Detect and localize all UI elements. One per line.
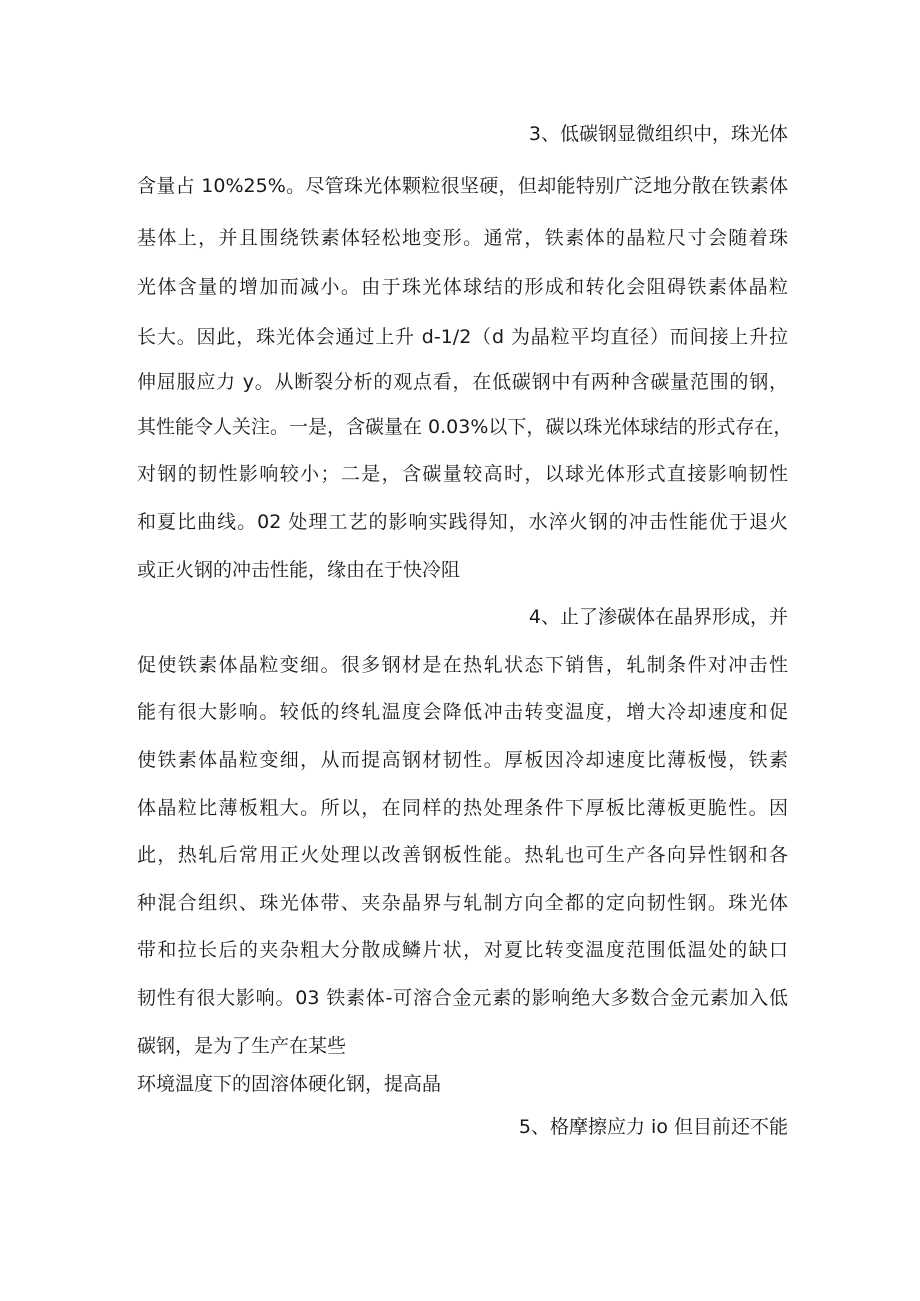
paragraph-4-line: 促使铁素体晶粒变细。很多钢材是在热轧状态下销售，轧制条件对冲击性 — [137, 654, 788, 676]
paragraph-3-heading-line: 3、低碳钢显微组织中，珠光体 — [528, 123, 788, 145]
paragraph-4-heading-line: 4、止了渗碳体在晶界形成，并 — [528, 606, 788, 628]
paragraph-3-line: 和夏比曲线。02 处理工艺的影响实践得知，水淬火钢的冲击性能优于退火 — [137, 511, 788, 533]
paragraph-4-line: 韧性有很大影响。03 铁素体-可溶合金元素的影响绝大多数合金元素加入低 — [137, 987, 788, 1009]
paragraph-4-line: 体晶粒比薄板粗大。所以，在同样的热处理条件下厚板比薄板更脆性。因 — [137, 797, 788, 819]
paragraph-4-last-line: 环境温度下的固溶体硬化钢，提高晶 — [137, 1073, 442, 1095]
paragraph-3-line: 长大。因此，珠光体会通过上升 d-1/2（d 为晶粒平均直径）而间接上升拉 — [137, 326, 788, 348]
paragraph-4-line: 种混合组织、珠光体带、夹杂晶界与轧制方向全都的定向韧性钢。珠光体 — [137, 892, 788, 914]
paragraph-3-line: 伸屈服应力 y。从断裂分析的观点看，在低碳钢中有两种含碳量范围的钢， — [137, 371, 788, 393]
paragraph-3-line: 对钢的韧性影响较小；二是，含碳量较高时，以球光体形式直接影响韧性 — [137, 463, 788, 485]
paragraph-3-line: 其性能令人关注。一是，含碳量在 0.03%以下，碳以珠光体球结的形式存在， — [137, 416, 793, 438]
paragraph-3-last-line: 或正火钢的冲击性能，缘由在于快冷阻 — [137, 559, 461, 581]
paragraph-5-heading-line: 5、格摩擦应力 io 但目前还不能 — [518, 1116, 788, 1138]
paragraph-4-line: 碳钢，是为了生产在某些 — [137, 1035, 347, 1057]
paragraph-4-line: 此，热轧后常用正火处理以改善钢板性能。热轧也可生产各向异性钢和各 — [137, 844, 788, 866]
paragraph-3-line: 含量占 10%25%。尽管珠光体颗粒很坚硬，但却能特别广泛地分散在铁素体 — [137, 175, 788, 197]
paragraph-4-line: 带和拉长后的夹杂粗大分散成鳞片状，对夏比转变温度范围低温处的缺口 — [137, 939, 788, 961]
paragraph-4-line: 能有很大影响。较低的终轧温度会降低冲击转变温度，增大冷却速度和促 — [137, 701, 788, 723]
paragraph-3-line: 基体上，并且围绕铁素体轻松地变形。通常，铁素体的晶粒尺寸会随着珠 — [137, 227, 788, 249]
paragraph-4-line: 使铁素体晶粒变细，从而提高钢材韧性。厚板因冷却速度比薄板慢，铁素 — [137, 749, 788, 771]
paragraph-3-line: 光体含量的增加而减小。由于珠光体球结的形成和转化会阻碍铁素体晶粒 — [137, 276, 788, 298]
